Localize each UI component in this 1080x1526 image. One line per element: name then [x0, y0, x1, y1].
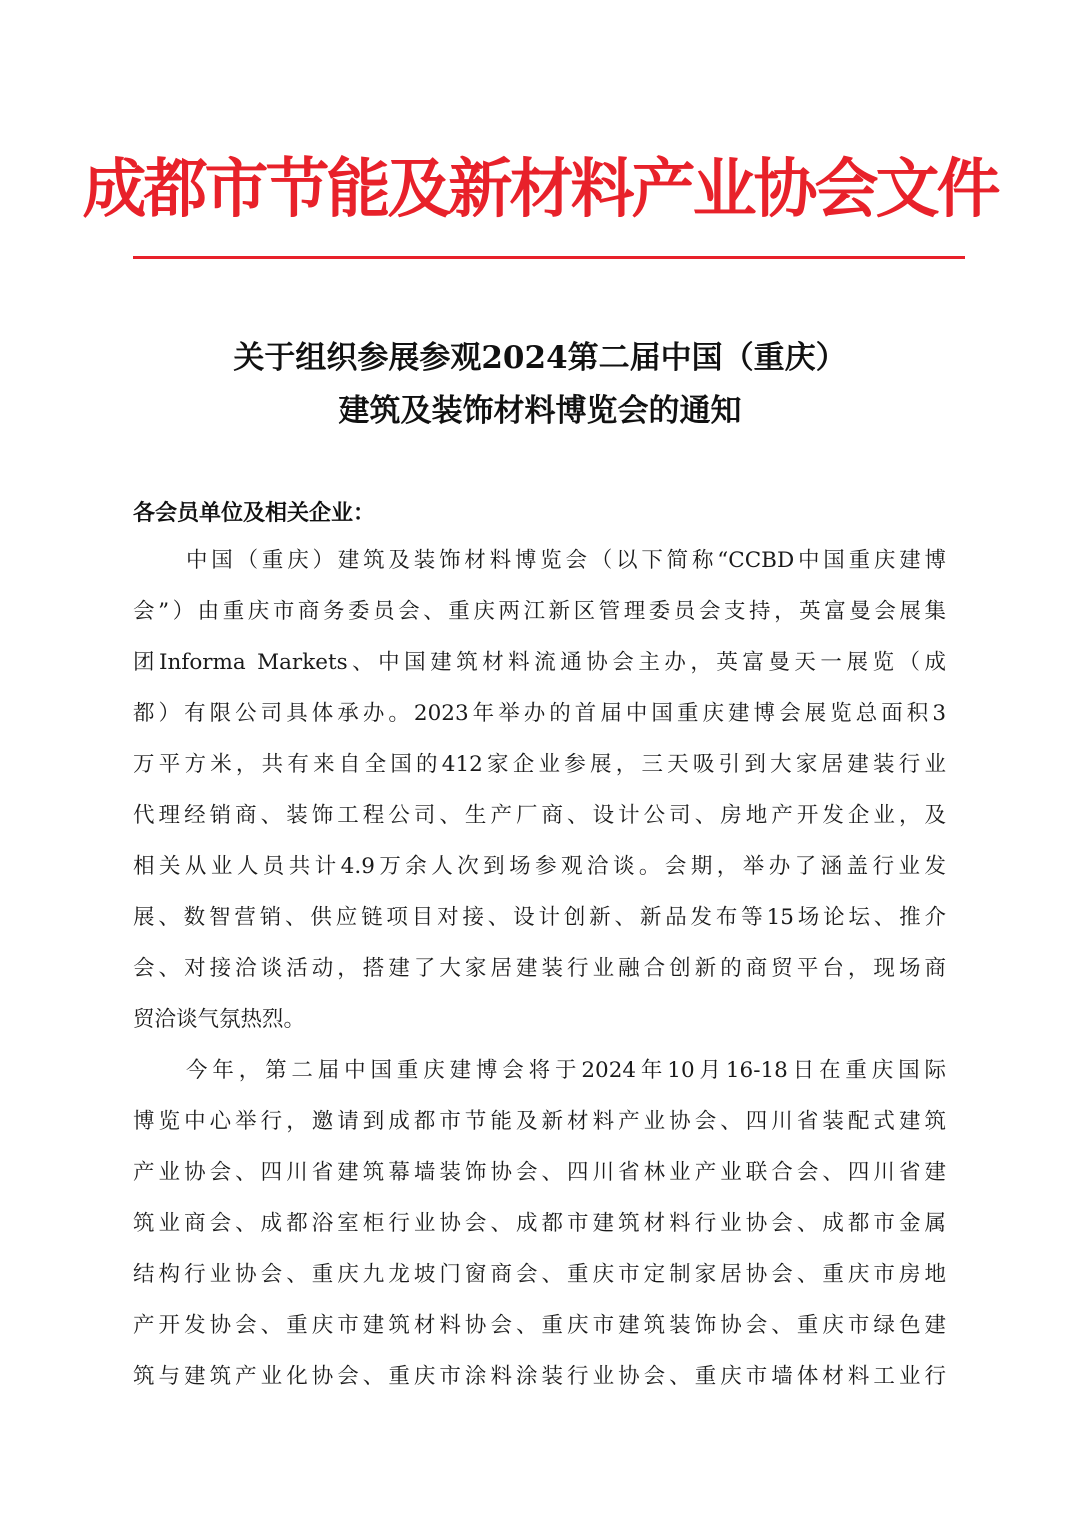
- paragraph-1-line: 都）有限公司具体承办。2023年举办的首届中国重庆建博会展览总面积3: [133, 701, 946, 726]
- paragraph-2-line: 结构行业协会、重庆九龙坡门窗商会、重庆市定制家居协会、重庆市房地: [133, 1262, 946, 1287]
- salutation: 各会员单位及相关企业：: [133, 500, 376, 526]
- paragraph-2-line: 筑与建筑产业化协会、重庆市涂料涂装行业协会、重庆市墙体材料工业行: [133, 1364, 946, 1389]
- masthead-red-rule: [133, 256, 965, 259]
- paragraph-2-line: 今年，第二届中国重庆建博会将于2024年10月16-18日在重庆国际: [186, 1058, 946, 1083]
- paragraph-1-line: 相关从业人员共计4.9万余人次到场参观洽谈。会期，举办了涵盖行业发: [133, 854, 946, 879]
- masthead-title: 成都市节能及新材料产业协会文件: [82, 153, 998, 227]
- notice-title-line-1: 关于组织参展参观2024第二届中国（重庆）: [233, 340, 847, 376]
- paragraph-2-line: 产业协会、四川省建筑幕墙装饰协会、四川省林业产业联合会、四川省建: [133, 1160, 946, 1185]
- paragraph-1-line: 展、数智营销、供应链项目对接、设计创新、新品发布等15场论坛、推介: [133, 905, 946, 930]
- paragraph-1-line: 贸洽谈气氛热烈。: [133, 1007, 306, 1032]
- paragraph-2-line: 筑业商会、成都浴室柜行业协会、成都市建筑材料行业协会、成都市金属: [133, 1211, 946, 1236]
- paragraph-1-line: 会”）由重庆市商务委员会、重庆两江新区管理委员会支持，英富曼会展集: [133, 599, 946, 624]
- paragraph-1-line: 万平方米，共有来自全国的412家企业参展，三天吸引到大家居建装行业: [133, 752, 946, 777]
- notice-title-line-2: 建筑及装饰材料博览会的通知: [338, 393, 742, 429]
- paragraph-1-line: 中国（重庆）建筑及装饰材料博览会（以下简称“CCBD中国重庆建博: [186, 548, 946, 573]
- paragraph-1-line: 代理经销商、装饰工程公司、生产厂商、设计公司、房地产开发企业，及: [133, 803, 946, 828]
- paragraph-1-line: 团Informa Markets、中国建筑材料流通协会主办，英富曼天一展览（成: [133, 650, 946, 675]
- paragraph-2-line: 产开发协会、重庆市建筑材料协会、重庆市建筑装饰协会、重庆市绿色建: [133, 1313, 946, 1338]
- paragraph-2-line: 博览中心举行，邀请到成都市节能及新材料产业协会、四川省装配式建筑: [133, 1109, 946, 1134]
- paragraph-1-line: 会、对接洽谈活动，搭建了大家居建装行业融合创新的商贸平台，现场商: [133, 956, 946, 981]
